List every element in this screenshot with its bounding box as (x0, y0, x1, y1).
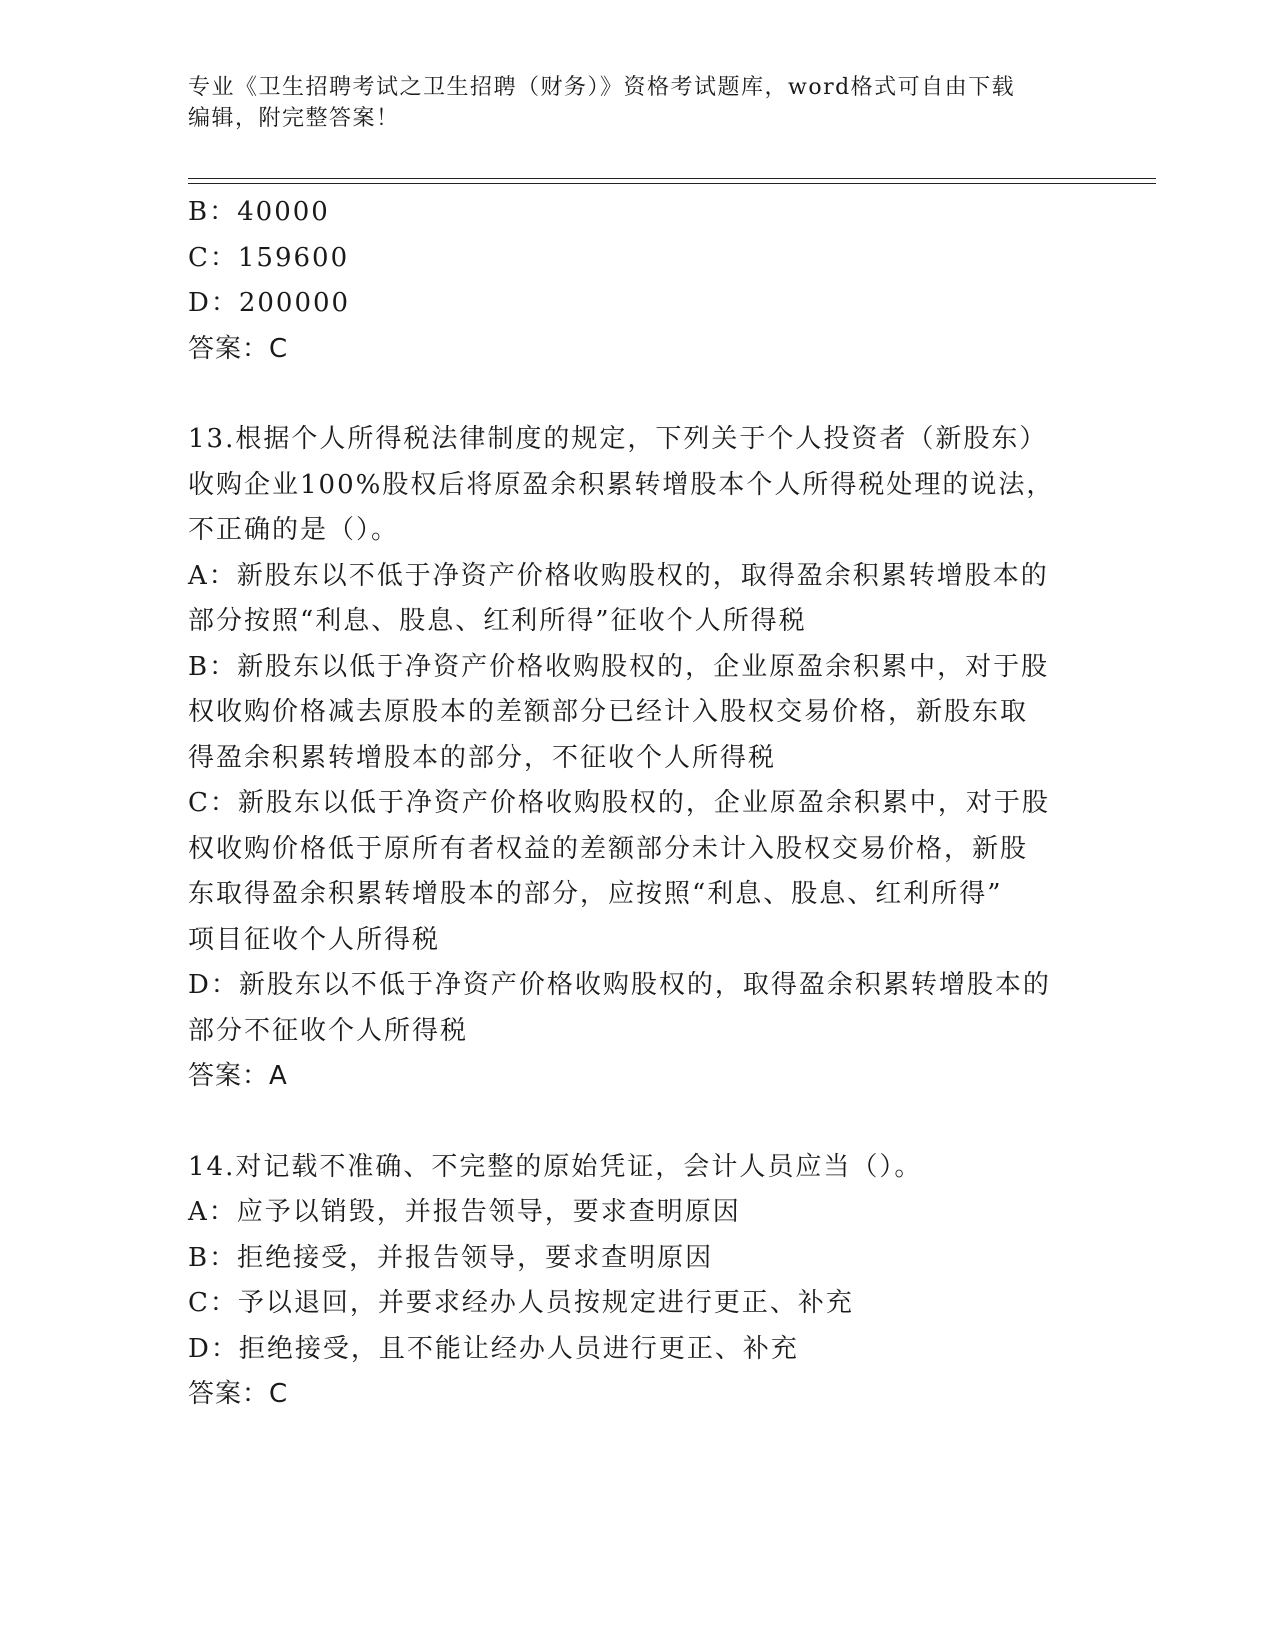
option-a-line: 部分按照“利息、股息、红利所得”征收个人所得税 (188, 606, 807, 636)
spacer (188, 1100, 1088, 1145)
option-c-line: 项目征收个人所得税 (188, 924, 441, 955)
spacer (188, 372, 1088, 417)
option-d: D：200000 (188, 288, 351, 318)
option-c-line: 东取得盈余积累转增股本的部分，应按照“利息、股息、红利所得” (188, 879, 1003, 909)
header-divider-bottom (188, 183, 1156, 184)
option-a-line: A：新股东以不低于净资产价格收购股权的，取得盈余积累转增股本的 (188, 560, 1049, 591)
option-c-line: 权收购价格低于原所有者权益的差额部分未计入股权交易价格，新股 (188, 833, 1029, 864)
answer-line: 答案：A (188, 1061, 288, 1091)
question-stem-line: 收购企业100%股权后将原盈余积累转增股本个人所得税处理的说法， (188, 469, 1055, 500)
option-a: A：应予以销毁，并报告领导，要求查明原因 (188, 1197, 741, 1227)
option-d-line: 部分不征收个人所得税 (188, 1015, 469, 1046)
option-c: C：予以退回，并要求经办人员按规定进行更正、补充 (188, 1288, 854, 1318)
question-stem-line: 14.对记载不准确、不完整的原始凭证，会计人员应当（）。 (188, 1151, 923, 1182)
option-b: B：拒绝接受，并报告领导，要求查明原因 (188, 1242, 714, 1273)
answer-line: 答案：C (188, 333, 289, 364)
question-14 (188, 1145, 1088, 1418)
previous-question (188, 190, 1088, 372)
option-d-line: D：新股东以不低于净资产价格收购股权的，取得盈余积累转增股本的 (188, 970, 1051, 1000)
option-b-line: 得盈余积累转增股本的部分，不征收个人所得税 (188, 742, 777, 773)
header-line-2: 编辑，附完整答案！ (188, 106, 400, 131)
document-body (188, 190, 1088, 1418)
header-line-1: 专业《卫生招聘考试之卫生招聘（财务）》资格考试题库，word格式可自由下载 (188, 75, 1016, 100)
question-13 (188, 417, 1088, 1100)
option-d: D：拒绝接受，且不能让经办人员进行更正、补充 (188, 1333, 799, 1364)
answer-line: 答案：C (188, 1379, 289, 1409)
header-divider-top (188, 178, 1156, 179)
option-c: C：159600 (188, 242, 350, 273)
option-b: B：40000 (188, 197, 330, 227)
option-b-line: B：新股东以低于净资产价格收购股权的，企业原盈余积累中，对于股 (188, 651, 1050, 682)
page-header (188, 72, 1088, 134)
question-stem-line: 不正确的是（）。 (188, 515, 400, 545)
option-c-line: C：新股东以低于净资产价格收购股权的，企业原盈余积累中，对于股 (188, 788, 1050, 818)
question-stem-line: 13.根据个人所得税法律制度的规定，下列关于个人投资者（新股东） (188, 424, 1048, 454)
option-b-line: 权收购价格减去原股本的差额部分已经计入股权交易价格，新股东取 (188, 697, 1029, 727)
